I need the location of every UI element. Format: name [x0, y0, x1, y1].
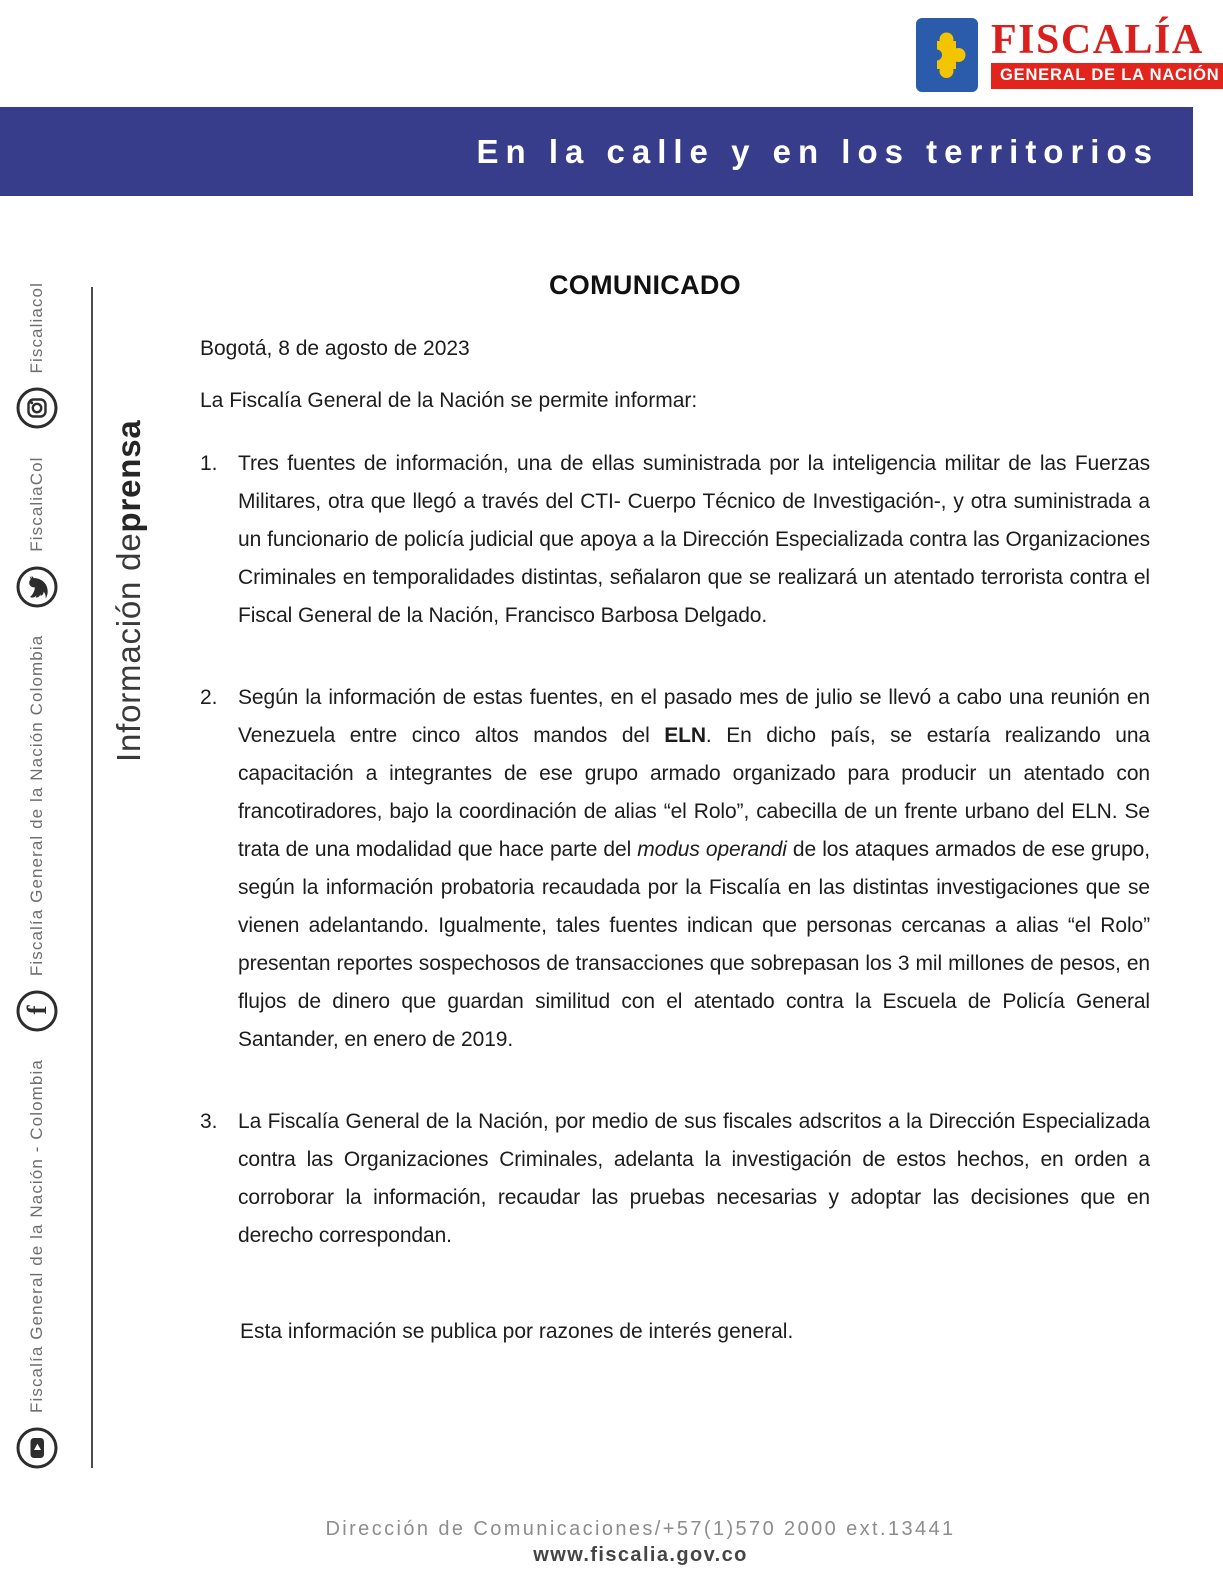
footer [0, 1518, 1223, 1567]
footer-contact: Dirección de Comunicaciones/+57(1)570 2000 ext.13441 [325, 1518, 956, 1540]
list-number: 3. [200, 1110, 218, 1133]
vertical-divider [91, 287, 93, 1468]
social-media-rail [8, 278, 66, 1470]
twitter-icon [15, 565, 59, 609]
list-text: La Fiscalía General de la Nación, por medio de sus fiscales adscritos a la Dirección Especializada contra las Organizaciones Criminales, adelanta la investigación de estos hechos, en orden a corroborar la información, recaudar las pruebas necesarias y adoptar las decisiones que en derecho correspondan. [238, 1110, 1150, 1247]
social-item-facebook [15, 635, 59, 1033]
social-label: FiscaliaCol [27, 456, 46, 552]
list-text: Según la información de estas fuentes, en el pasado mes de julio se llevó a cabo una reunión en Venezuela entre cinco altos mandos del ELN. En dicho país, se estaría realizando una capacitación a integrantes de ese grupo armado organizado para producir un atentado con francotiradores, bajo la coordinación de alias “el Rolo”, cabecilla de un frente urbano del ELN. Se trata de una modalidad que hace parte del modus operandi de los ataques armados de ese grupo, según la información probatoria recaudada por la Fiscalía en las distintas investigaciones que se vienen adelantando. Igualmente, tales fuentes indican que personas cercanas a alias “el Rolo” presentan reportes sospechosos de transacciones que sobrepasan los 3 mil millones de pesos, en flujos de dinero que guardan similitud con el atentado contra la Escuela de Policía General Santander, en enero de 2019. [238, 686, 1150, 1051]
campaign-banner [0, 107, 1193, 196]
banner-text: En la calle y en los territorios [476, 132, 1159, 170]
section-label-bold: prensa [110, 419, 147, 533]
social-item-instagram [15, 282, 59, 430]
footer-website: www.fiscalia.gov.co [533, 1544, 748, 1566]
instagram-icon [15, 387, 59, 431]
logo-subtitle: GENERAL DE LA NACIÓN [991, 63, 1223, 89]
document-date: Bogotá, 8 de agosto de 2023 [200, 337, 470, 360]
social-label: Fiscalía General de la Nación Colombia [27, 634, 46, 977]
svg-text:f: f [22, 1005, 52, 1015]
list-item-1 [200, 445, 1150, 635]
section-label-informacion-de-prensa [103, 282, 155, 762]
list-text: Tres fuentes de información, una de ellas suministrada por la inteligencia militar de las Fuerzas Militares, otra que llegó a través del CTI- Cuerpo Técnico de Investigación-, y otra suministrada a un funcionario de policía judicial que apoya a la Dirección Especializada contra las Organizaciones Criminales en temporalidades distintas, señalaron que se realizará un atentado terrorista contra el Fiscal General de la Nación, Francisco Barbosa Delgado. [238, 452, 1150, 627]
social-item-twitter [15, 457, 59, 609]
fiscalia-logo [916, 18, 1223, 92]
document-body [200, 270, 1150, 1351]
social-label: Fiscalía General de la Nación - Colombia [27, 1059, 46, 1413]
document-title: COMUNICADO [549, 270, 741, 300]
list-item-3 [200, 1103, 1150, 1255]
document-intro: La Fiscalía General de la Nación se permite informar: [200, 389, 698, 412]
list-number: 2. [200, 686, 218, 709]
facebook-icon [15, 989, 59, 1033]
list-item-2 [200, 679, 1150, 1059]
section-label-normal: Información de [110, 532, 147, 762]
list-number: 1. [200, 452, 218, 475]
logo-title: FISCALÍA [991, 17, 1204, 63]
puzzle-piece-icon [916, 18, 978, 92]
closing-statement: Esta información se publica por razones de interés general. [240, 1320, 794, 1343]
social-item-youtube [15, 1059, 59, 1470]
youtube-icon [15, 1426, 59, 1470]
social-label: Fiscaliacol [27, 282, 46, 374]
